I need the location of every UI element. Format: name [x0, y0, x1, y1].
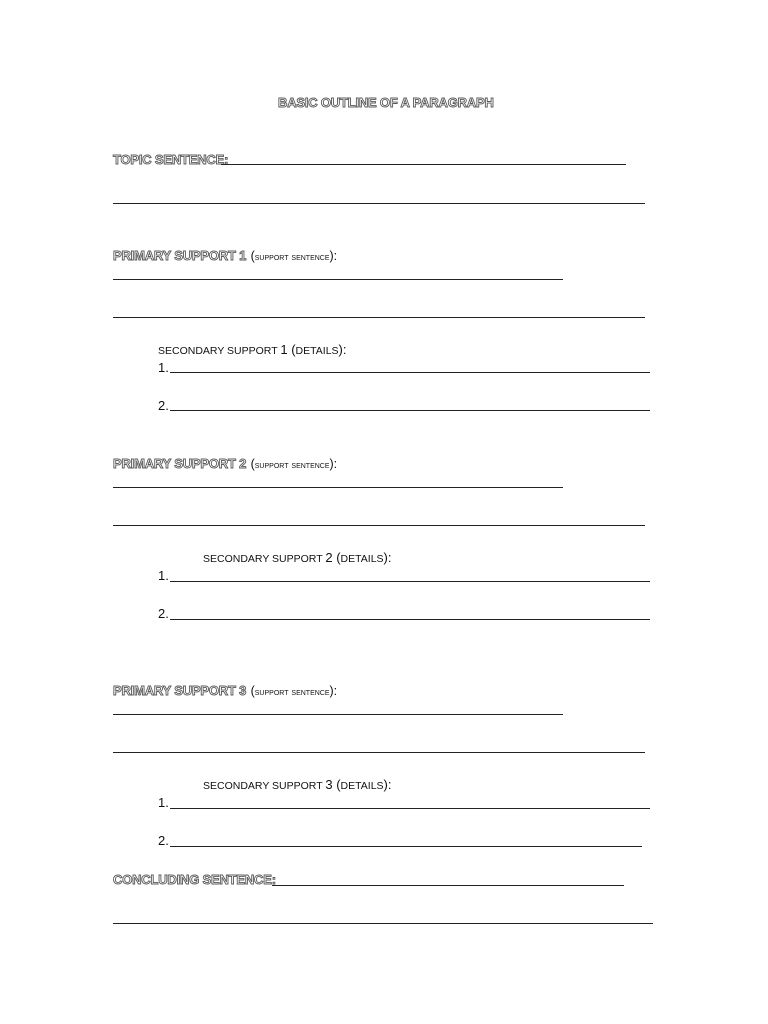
secondary-support-1-number: 1 — [280, 342, 288, 357]
secondary-support-3-item-2-number: 2. — [158, 833, 169, 848]
secondary-support-1-item-1-number: 1. — [158, 360, 169, 375]
concluding-sentence-line-1[interactable] — [272, 885, 624, 886]
secondary-support-2-details-close: ): — [383, 550, 392, 565]
primary-support-1-suffix: support sentence — [254, 251, 330, 263]
secondary-support-3-details-close: ): — [383, 777, 392, 792]
secondary-support-1-item-1-line[interactable] — [170, 372, 650, 373]
secondary-support-2-label: SECONDARY SUPPORT — [203, 553, 323, 565]
primary-support-2-paren-open: ( — [250, 457, 255, 471]
secondary-support-1-item-2-number: 2. — [158, 398, 169, 413]
secondary-support-2-number: 2 — [325, 550, 333, 565]
secondary-support-3-item-1-line[interactable] — [170, 808, 650, 809]
concluding-sentence-label: CONCLUDING SENTENCE: — [113, 872, 276, 887]
secondary-support-2-item-1-line[interactable] — [170, 581, 650, 582]
secondary-support-1-details: DETAILS — [295, 345, 339, 357]
primary-support-1-line-2[interactable] — [113, 317, 645, 318]
primary-support-3-suffix: support sentence — [254, 686, 330, 698]
concluding-sentence-line-2[interactable] — [113, 923, 653, 924]
secondary-support-2-heading — [203, 550, 391, 565]
secondary-support-1-details-close: ): — [338, 342, 347, 357]
secondary-support-3-details: DETAILS — [340, 780, 384, 792]
primary-support-3-line-2[interactable] — [113, 752, 645, 753]
primary-support-2-heading — [113, 455, 337, 473]
secondary-support-2-item-2-number: 2. — [158, 606, 169, 621]
primary-support-3-paren-close: ): — [329, 684, 338, 698]
secondary-support-3-number: 3 — [325, 777, 333, 792]
topic-sentence-line-1[interactable] — [221, 164, 626, 165]
primary-support-2-suffix: support sentence — [254, 459, 330, 471]
primary-support-3-label: PRIMARY SUPPORT 3 — [113, 683, 247, 698]
primary-support-2-paren-close: ): — [329, 457, 338, 471]
primary-support-3-paren-open: ( — [250, 684, 255, 698]
secondary-support-1-label: SECONDARY SUPPORT — [158, 345, 278, 357]
secondary-support-3-heading — [203, 777, 391, 792]
secondary-support-2-item-1-number: 1. — [158, 568, 169, 583]
secondary-support-3-item-1-number: 1. — [158, 795, 169, 810]
primary-support-3-heading — [113, 682, 337, 700]
secondary-support-2-details: DETAILS — [340, 553, 384, 565]
primary-support-3-line-1[interactable] — [113, 714, 563, 715]
primary-support-2-line-2[interactable] — [113, 525, 645, 526]
primary-support-1-label: PRIMARY SUPPORT 1 — [113, 248, 247, 263]
primary-support-1-heading — [113, 247, 337, 265]
topic-sentence-label: TOPIC SENTENCE: — [113, 152, 229, 167]
secondary-support-2-item-2-line[interactable] — [170, 619, 650, 620]
secondary-support-3-item-2-line[interactable] — [170, 846, 642, 847]
secondary-support-2-details-open: ( — [332, 550, 341, 565]
secondary-support-1-item-2-line[interactable] — [170, 410, 650, 411]
primary-support-1-line-1[interactable] — [113, 279, 563, 280]
primary-support-2-line-1[interactable] — [113, 487, 563, 488]
secondary-support-1-details-open: ( — [287, 342, 296, 357]
primary-support-1-paren-close: ): — [329, 249, 338, 263]
primary-support-2-label: PRIMARY SUPPORT 2 — [113, 456, 247, 471]
primary-support-1-paren-open: ( — [250, 249, 255, 263]
secondary-support-1-heading — [158, 342, 346, 357]
secondary-support-3-label: SECONDARY SUPPORT — [203, 780, 323, 792]
page-title: BASIC OUTLINE OF A PARAGRAPH — [278, 95, 494, 110]
topic-sentence-line-2[interactable] — [113, 203, 645, 204]
secondary-support-3-details-open: ( — [332, 777, 341, 792]
